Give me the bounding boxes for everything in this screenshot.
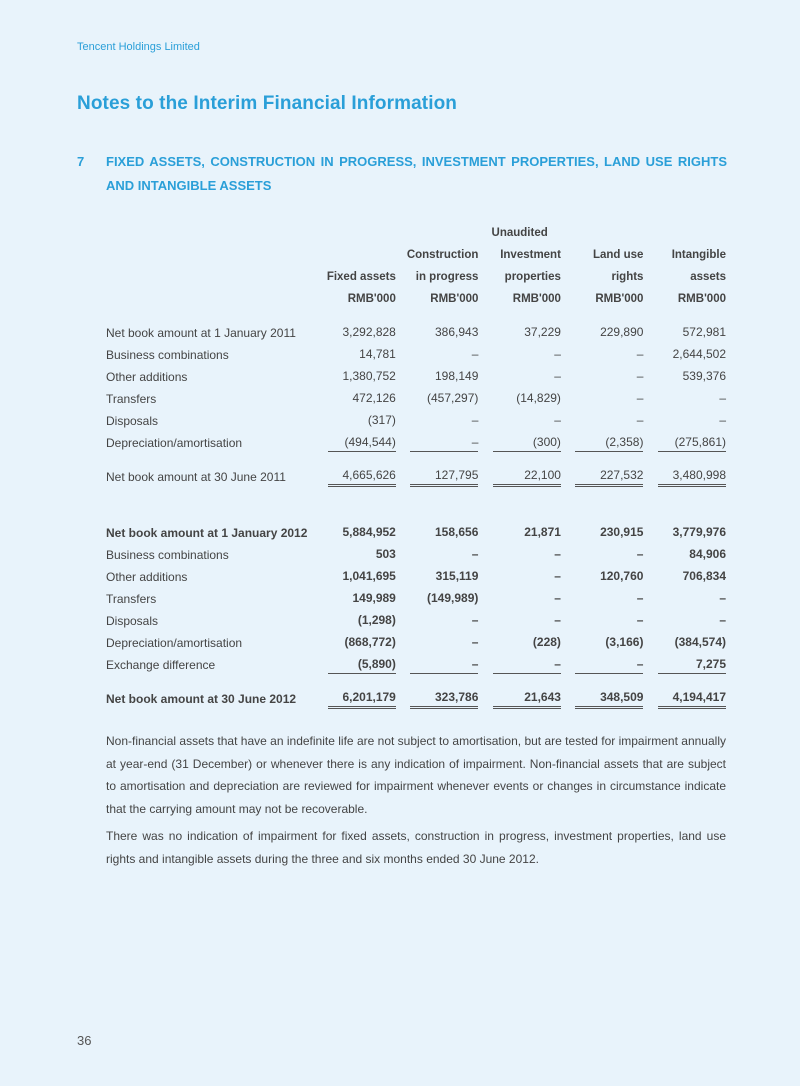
table-row	[106, 410, 726, 432]
cell-value: –	[636, 347, 644, 361]
cell-value: 315,119	[435, 569, 479, 583]
company-name: Tencent Holdings Limited	[77, 41, 200, 53]
cell-value: (1,298)	[357, 613, 396, 627]
column-unit: RMB'000	[430, 293, 479, 305]
cell-value: 158,656	[435, 525, 479, 539]
cell-value: –	[636, 413, 644, 427]
cell-value: –	[554, 591, 561, 605]
section-number: 7	[77, 154, 85, 169]
cell-value: –	[554, 613, 561, 627]
table-body	[106, 322, 726, 710]
column-header: Land use	[592, 249, 644, 261]
cell-value: 84,906	[689, 547, 726, 561]
row-label: Depreciation/amortisation	[106, 636, 243, 650]
table-header-row	[106, 266, 726, 288]
table-row	[106, 344, 726, 366]
column-header: Intangible	[671, 249, 726, 261]
column-header: rights	[611, 271, 644, 283]
table-row	[106, 432, 726, 454]
page-number: 36	[77, 1033, 92, 1048]
column-header: Construction	[406, 249, 479, 261]
cell-value: (275,861)	[658, 435, 726, 452]
cell-value: (868,772)	[344, 635, 396, 649]
cell-value: –	[554, 369, 561, 383]
cell-value: 2,644,502	[672, 347, 726, 361]
cell-value: (317)	[367, 413, 396, 427]
row-label: Net book amount at 1 January 2011	[106, 326, 296, 340]
paragraph: Non-financial assets that have an indefinite life are not subject to amortisation, but are tested for impairment annually at year-end (31 December) or whenever there is any indication of impairment. Non-financial assets that are subject to amortisation and depreciation are reviewed for impairment whenever events or changes in circumstance indicate that the carrying amount may not be recoverable.	[106, 734, 726, 816]
cell-value: 386,943	[435, 325, 479, 339]
cell-value: –	[471, 613, 479, 627]
column-header: Investment	[500, 249, 561, 261]
cell-value: 7,275	[658, 657, 726, 674]
table-row	[106, 522, 726, 544]
cell-value: (300)	[493, 435, 561, 452]
cell-value: (5,890)	[328, 657, 396, 674]
cell-value: 227,532	[575, 468, 643, 487]
row-label: Disposals	[106, 614, 159, 628]
row-label: Net book amount at 30 June 2011	[106, 470, 286, 484]
column-unit: RMB'000	[677, 293, 726, 305]
row-label: Net book amount at 30 June 2012	[106, 692, 297, 706]
table-row	[106, 366, 726, 388]
column-header: assets	[690, 271, 726, 283]
cell-value: (384,574)	[674, 635, 726, 649]
table-row	[106, 322, 726, 344]
table-header-row	[106, 222, 726, 244]
cell-value: –	[636, 591, 644, 605]
cell-value: –	[719, 413, 726, 427]
cell-value: 348,509	[575, 690, 643, 709]
cell-value: –	[410, 435, 478, 452]
table-header-row	[106, 244, 726, 266]
cell-value: –	[471, 413, 479, 427]
cell-value: –	[493, 657, 561, 674]
cell-value: (2,358)	[575, 435, 643, 452]
cell-value: 539,376	[682, 369, 726, 383]
cell-value: 22,100	[493, 468, 561, 487]
cell-value: 21,643	[493, 690, 561, 709]
table-row	[106, 654, 726, 676]
column-header	[313, 244, 396, 266]
cell-value: (494,544)	[328, 435, 396, 452]
cell-value: 127,795	[410, 468, 478, 487]
table-row	[106, 466, 726, 488]
row-label: Transfers	[106, 392, 157, 406]
cell-value: (457,297)	[427, 391, 479, 405]
cell-value: –	[719, 391, 726, 405]
cell-value: 472,126	[352, 391, 396, 405]
cell-value: 4,665,626	[328, 468, 396, 487]
cell-value: 4,194,417	[658, 690, 726, 709]
cell-value: –	[554, 347, 561, 361]
table-row	[106, 544, 726, 566]
cell-value: –	[554, 569, 561, 583]
page-title: Notes to the Interim Financial Information	[77, 93, 458, 114]
cell-value: (14,829)	[516, 391, 561, 405]
cell-value: 120,760	[600, 569, 644, 583]
paragraph: There was no indication of impairment for fixed assets, construction in progress, investment properties, land use rights and intangible assets during the three and six months ended 30 June 2012.	[106, 829, 726, 866]
row-label: Business combinations	[106, 548, 229, 562]
fixed-assets-table	[106, 222, 726, 710]
row-label: Transfers	[106, 592, 157, 606]
cell-value: 198,149	[435, 369, 479, 383]
row-label: Disposals	[106, 414, 159, 428]
cell-value: 149,989	[352, 591, 396, 605]
column-unit: RMB'000	[512, 293, 561, 305]
cell-value: –	[636, 369, 644, 383]
row-label: Exchange difference	[106, 658, 216, 672]
cell-value: –	[471, 547, 479, 561]
cell-value: 3,292,828	[342, 325, 396, 339]
column-unit: RMB'000	[595, 293, 644, 305]
section-title: FIXED ASSETS, CONSTRUCTION IN PROGRESS, INVESTMENT PROPERTIES, LAND USE RIGHTS AND INTANGIBLE ASSETS	[106, 154, 727, 193]
cell-value: 21,871	[524, 525, 561, 539]
cell-value: –	[636, 391, 644, 405]
unaudited-header: Unaudited	[491, 227, 548, 239]
cell-value: –	[471, 347, 479, 361]
cell-value: 3,480,998	[658, 468, 726, 487]
cell-value: –	[719, 613, 726, 627]
table-header-row	[106, 288, 726, 310]
section-heading	[77, 150, 727, 198]
cell-value: (3,166)	[605, 635, 644, 649]
cell-value: (149,989)	[427, 591, 479, 605]
table-row	[106, 566, 726, 588]
cell-value: 572,981	[682, 325, 726, 339]
column-header: in progress	[415, 271, 479, 283]
cell-value: 323,786	[410, 690, 478, 709]
cell-value: 1,041,695	[342, 569, 396, 583]
cell-value: –	[575, 657, 643, 674]
cell-value: 230,915	[600, 525, 644, 539]
cell-value: –	[554, 547, 561, 561]
row-label: Net book amount at 1 January 2012	[106, 526, 308, 540]
cell-value: –	[636, 613, 644, 627]
cell-value: 1,380,752	[342, 369, 396, 383]
column-header: Fixed assets	[326, 271, 396, 283]
table-row	[106, 388, 726, 410]
cell-value: 37,229	[524, 325, 561, 339]
table-row	[106, 632, 726, 654]
row-label: Other additions	[106, 370, 188, 384]
cell-value: 3,779,976	[672, 525, 726, 539]
cell-value: 503	[375, 547, 396, 561]
table-row	[106, 688, 726, 710]
cell-value: 6,201,179	[328, 690, 396, 709]
cell-value: –	[554, 413, 561, 427]
column-unit: RMB'000	[347, 293, 396, 305]
table-row	[106, 588, 726, 610]
cell-value: 5,884,952	[342, 525, 396, 539]
cell-value: 14,781	[359, 347, 396, 361]
row-label: Business combinations	[106, 348, 229, 362]
cell-value: (228)	[532, 635, 561, 649]
cell-value: 706,834	[682, 569, 726, 583]
cell-value: –	[410, 657, 478, 674]
cell-value: –	[471, 635, 479, 649]
column-header: properties	[504, 271, 561, 283]
cell-value: 229,890	[600, 325, 644, 339]
cell-value: –	[636, 547, 644, 561]
cell-value: –	[719, 591, 726, 605]
table-row	[106, 610, 726, 632]
row-label: Other additions	[106, 570, 188, 584]
row-label: Depreciation/amortisation	[106, 436, 243, 450]
